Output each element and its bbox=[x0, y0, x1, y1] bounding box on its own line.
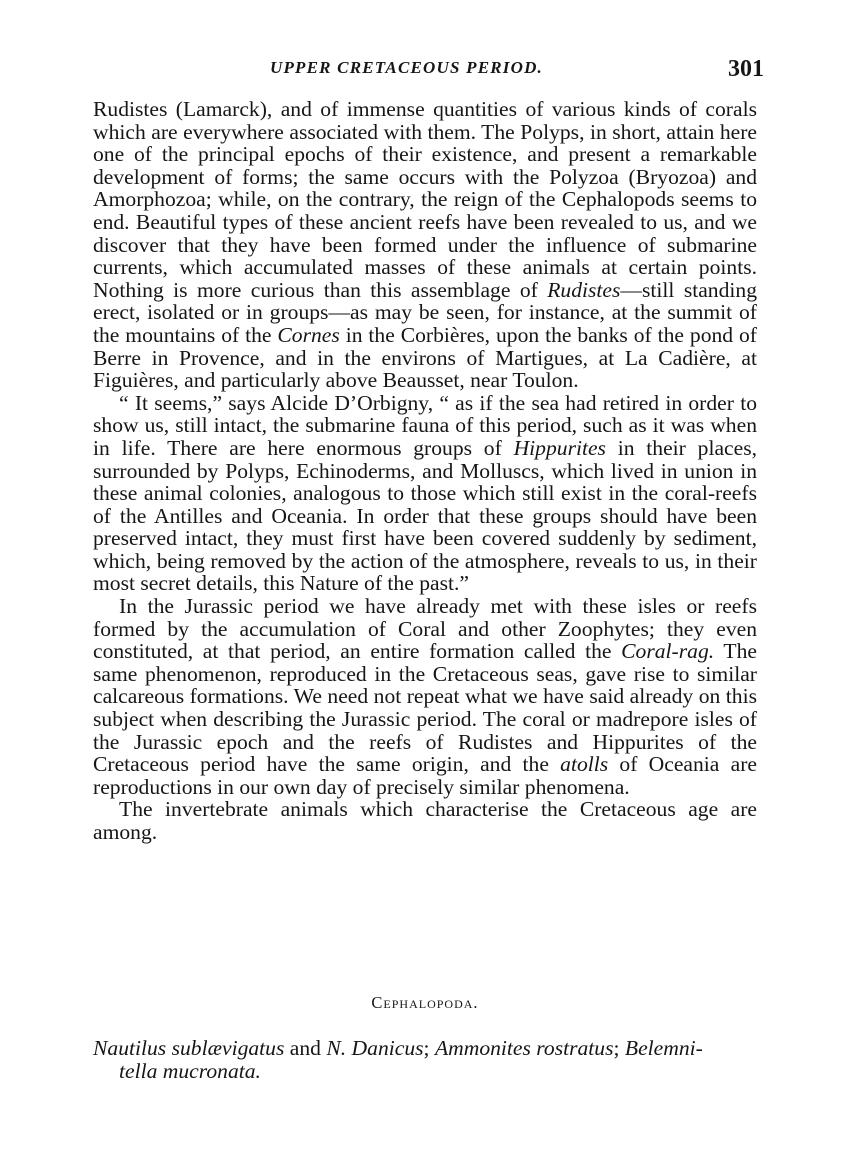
body-text bbox=[93, 98, 757, 844]
running-header bbox=[0, 52, 850, 86]
section-heading-label: Cephalopoda. bbox=[371, 993, 479, 1012]
species-nautilus-sublaevigatus: Nautilus sublævigatus bbox=[93, 1036, 285, 1060]
section-heading bbox=[0, 993, 850, 1013]
text-run: in the Corbières, upon the banks of the pond of Berre in Provence, and in the environs of Martigues, at La Cadière, at Figuières, and particularly above Beausset, near Toulon. bbox=[93, 322, 757, 393]
species-line-2 bbox=[93, 1060, 757, 1083]
text-run: in their places, surrounded by Polyps, Echinoderms, and Molluscs, which lived in union in these animal colonies, analogous to those which still exist in the coral-reefs of the Antilles and Oceania. In order that these groups should have been preserved intact, they must first have been covered suddenly by sediment, which, being removed by the action of the atmosphere, reveals to us, in their most secret details, this Nature of the past.” bbox=[93, 435, 757, 596]
text-run: The invertebrate animals which characterise the Cretaceous age are among. bbox=[93, 797, 757, 844]
running-title: UPPER CRETACEOUS PERIOD. bbox=[270, 58, 543, 77]
italic-term: atolls bbox=[560, 752, 609, 777]
paragraph bbox=[93, 595, 757, 798]
text-run: In the Jurassic period we have already met with these isles or reefs formed by the accumulation of Coral and other Zoophytes; they even constituted, at that period, an entire formation called the bbox=[93, 594, 757, 664]
text-run: —still standing erect, isolated or in groups—as may be seen, for instance, at the summit of the mountains of the bbox=[93, 277, 757, 347]
paragraph bbox=[93, 392, 757, 595]
text-run: The same phenomenon, reproduced in the Cretaceous seas, gave rise to similar calcareous formations. We need not repeat what we have said already on this subject when describing the Jurassic period. The coral or madrepore isles of the Jurassic epoch and the reefs of Rudistes and Hippurites of the Cretaceous period have the same origin, and the bbox=[93, 639, 757, 777]
species-and: and bbox=[284, 1036, 327, 1060]
italic-term: Cornes bbox=[277, 322, 340, 347]
page-number: 301 bbox=[728, 56, 764, 82]
species-belemnitella-part2: tella mucronata. bbox=[119, 1059, 261, 1083]
paragraph bbox=[93, 98, 757, 392]
paragraph bbox=[93, 798, 757, 843]
italic-term: Rudistes bbox=[547, 277, 621, 302]
text-run: “ It seems,” says Alcide D’Orbigny, “ as if the sea had retired in order to show us, still intact, the submarine fauna of this period, such as it was when in life. There are here enormous groups of bbox=[93, 390, 757, 460]
species-n-danicus: N. Danicus bbox=[326, 1036, 424, 1060]
italic-term: Coral-rag. bbox=[621, 639, 715, 664]
text-run: Rudistes (Lamarck), and of immense quantities of various kinds of corals which are everywhere associated with them. The Polyps, in short, attain here one of the principal epochs of their existence, and present a remarkable development of forms; the same occurs with the Polyzoa (Bryozoa) and Amorphozoa; while, on the contrary, the reign of the Cephalopods seems to end. Beautiful types of these ancient reefs have been revealed to us, and we discover that they have been formed under the influence of submarine currents, which accumulated masses of these animals at certain points. Nothing is more curious than this assemblage of bbox=[93, 97, 757, 302]
species-list bbox=[93, 1037, 757, 1083]
species-line-1 bbox=[93, 1037, 757, 1060]
species-separator: ; bbox=[613, 1036, 625, 1060]
italic-term: Hippurites bbox=[513, 435, 606, 460]
species-ammonites-rostratus: Ammonites rostratus bbox=[434, 1036, 614, 1060]
species-belemnitella-part1: Belemni- bbox=[624, 1036, 703, 1060]
species-separator: ; bbox=[423, 1036, 435, 1060]
text-run: of Oceania are reproductions in our own day of precisely similar phenomena. bbox=[93, 752, 757, 799]
